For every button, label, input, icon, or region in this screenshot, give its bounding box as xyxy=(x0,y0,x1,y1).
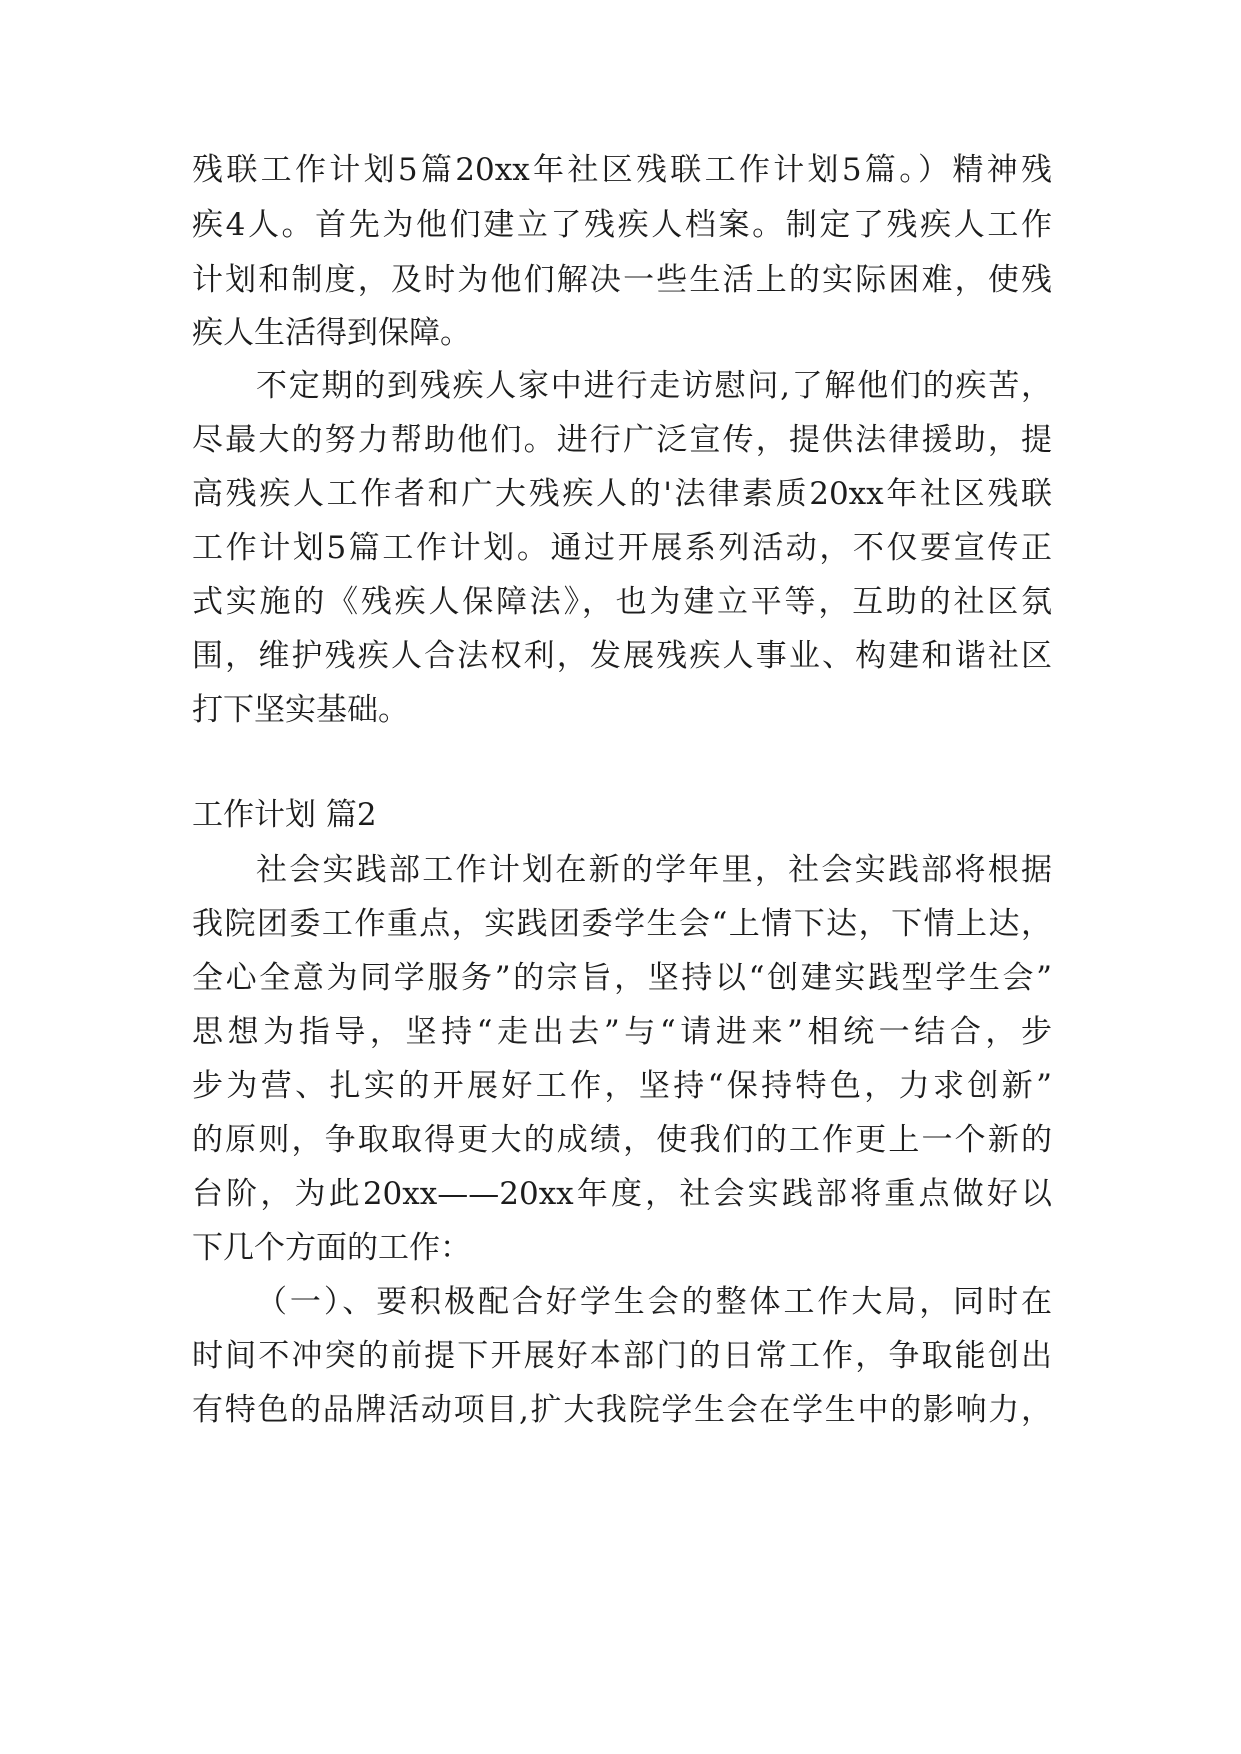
paragraph-2-line-5: 式实施的《残疾人保障法》，也为建立平等，互助的社区氛 xyxy=(192,584,1052,620)
paragraph-2-line-6: 围，维护残疾人合法权利，发展残疾人事业、构建和谐社区 xyxy=(192,638,1052,674)
paragraph-1-line-4: 疾人生活得到保障。 xyxy=(192,315,471,351)
paragraph-2-line-1: 不定期的到残疾人家中进行走访慰问,了解他们的疾苦， xyxy=(256,368,1052,404)
paragraph-2-line-3: 高残疾人工作者和广大残疾人的'法律素质20xx年社区残联 xyxy=(192,476,1052,512)
paragraph-3-line-7: 台阶，为此20xx——20xx年度，社会实践部将重点做好以 xyxy=(192,1176,1052,1212)
section-heading: 工作计划 篇2 xyxy=(192,797,377,833)
paragraph-1-line-1: 残联工作计划5篇20xx年社区残联工作计划5篇。）精神残 xyxy=(192,152,1052,188)
paragraph-2-line-7: 打下坚实基础。 xyxy=(192,692,409,728)
paragraph-4-line-1: （一）、要积极配合好学生会的整体工作大局，同时在 xyxy=(256,1284,1052,1320)
paragraph-2-line-2: 尽最大的努力帮助他们。进行广泛宣传，提供法律援助，提 xyxy=(192,422,1052,458)
paragraph-2-line-4: 工作计划5篇工作计划。通过开展系列活动，不仅要宣传正 xyxy=(192,530,1052,566)
paragraph-3-line-5: 步为营、扎实的开展好工作，坚持“保持特色，力求创新” xyxy=(192,1068,1052,1104)
paragraph-4-line-3: 有特色的品牌活动项目,扩大我院学生会在学生中的影响力， xyxy=(192,1392,1052,1428)
paragraph-3-line-1: 社会实践部工作计划在新的学年里，社会实践部将根据 xyxy=(256,852,1052,888)
paragraph-3-line-4: 思想为指导，坚持“走出去”与“请进来”相统一结合，步 xyxy=(192,1014,1052,1050)
paragraph-1-line-3: 计划和制度，及时为他们解决一些生活上的实际困难，使残 xyxy=(192,262,1052,298)
paragraph-3-line-3: 全心全意为同学服务”的宗旨，坚持以“创建实践型学生会” xyxy=(192,960,1052,996)
paragraph-1-line-2: 疾4人。首先为他们建立了残疾人档案。制定了残疾人工作 xyxy=(192,207,1052,243)
paragraph-3-line-6: 的原则，争取取得更大的成绩，使我们的工作更上一个新的 xyxy=(192,1122,1052,1158)
paragraph-3-line-2: 我院团委工作重点，实践团委学生会“上情下达，下情上达， xyxy=(192,906,1052,942)
paragraph-3-line-8: 下几个方面的工作： xyxy=(192,1230,471,1266)
paragraph-4-line-2: 时间不冲突的前提下开展好本部门的日常工作，争取能创出 xyxy=(192,1338,1052,1374)
